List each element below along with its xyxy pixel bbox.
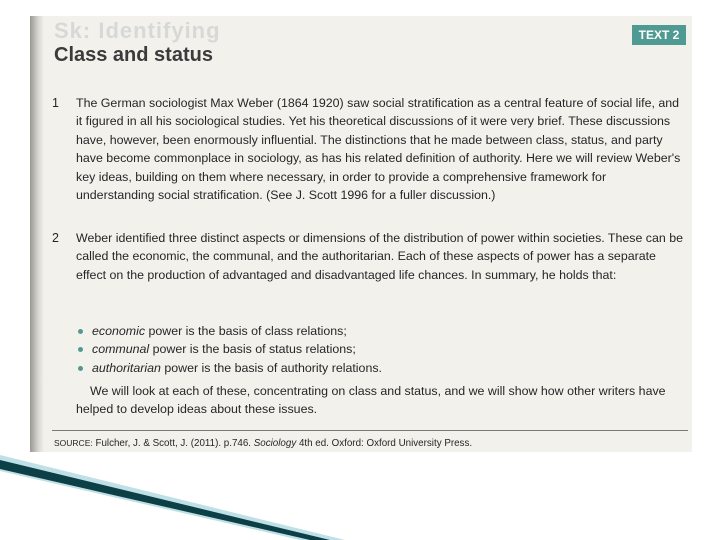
paragraph-2: Weber identified three distinct aspects or dimensions of the distribution of power within societies. These can be called the economic, the communal, and the authoritarian. Each of these aspects of power has a separate effect on the production of advantaged and disadvantaged life chances. In summary, he holds that: xyxy=(76,231,684,282)
source-label: SOURCE: xyxy=(54,438,93,448)
document-photo xyxy=(30,16,692,452)
paragraph-number-1: 1 xyxy=(52,96,59,110)
ribbon-dark-band xyxy=(0,460,330,540)
bullet-term: economic xyxy=(92,324,146,338)
show-through-text: Sk: Identifying xyxy=(54,18,221,43)
closing-paragraph: We will look at each of these, concentrating on class and status, and we will show how other writers have helped to develop ideas about these issues. xyxy=(76,384,666,417)
power-bullet-list xyxy=(76,322,382,377)
bullet-text: power is the basis of status relations; xyxy=(149,342,356,357)
bullet-term: authoritarian xyxy=(92,360,161,375)
bullet-text: power is the basis of class relations; xyxy=(145,324,347,338)
bullet-text: power is the basis of authority relations. xyxy=(160,360,382,375)
source-authors: Fulcher, J. & Scott, J. (2011). p.746. xyxy=(92,438,254,449)
page-binding-shadow xyxy=(30,16,44,452)
bullet-item xyxy=(76,359,382,377)
page-title: Class and status xyxy=(54,44,213,66)
bullet-item xyxy=(76,340,382,358)
decorative-ribbon xyxy=(0,455,720,540)
bullet-item xyxy=(76,322,382,340)
source-publisher: 4th ed. Oxford: Oxford University Press. xyxy=(296,438,473,449)
paragraph-number-2: 2 xyxy=(52,231,59,245)
source-divider xyxy=(52,430,688,431)
paragraph-1: The German sociologist Max Weber (1864 1920) saw social stratification as a central feature of social life, and it figured in all his sociological studies. Yet his theoretical discussions of it were very brief. These discussions have, however, been enormously influential. The distinctions that he made between class, status, and party have become commonplace in sociology, as has his related definition of authority. Here we will review Weber's key ideas, building on them where necessary, in order to provide a comprehensive framework for understanding social stratification. (See J. Scott 1996 for a fuller discussion.) xyxy=(76,96,681,203)
source-book-title: Sociology xyxy=(253,438,297,449)
source-citation xyxy=(54,438,472,449)
text-badge: TEXT 2 xyxy=(632,25,686,45)
bullet-term: communal xyxy=(92,342,150,357)
ribbon-light-band xyxy=(0,455,345,540)
